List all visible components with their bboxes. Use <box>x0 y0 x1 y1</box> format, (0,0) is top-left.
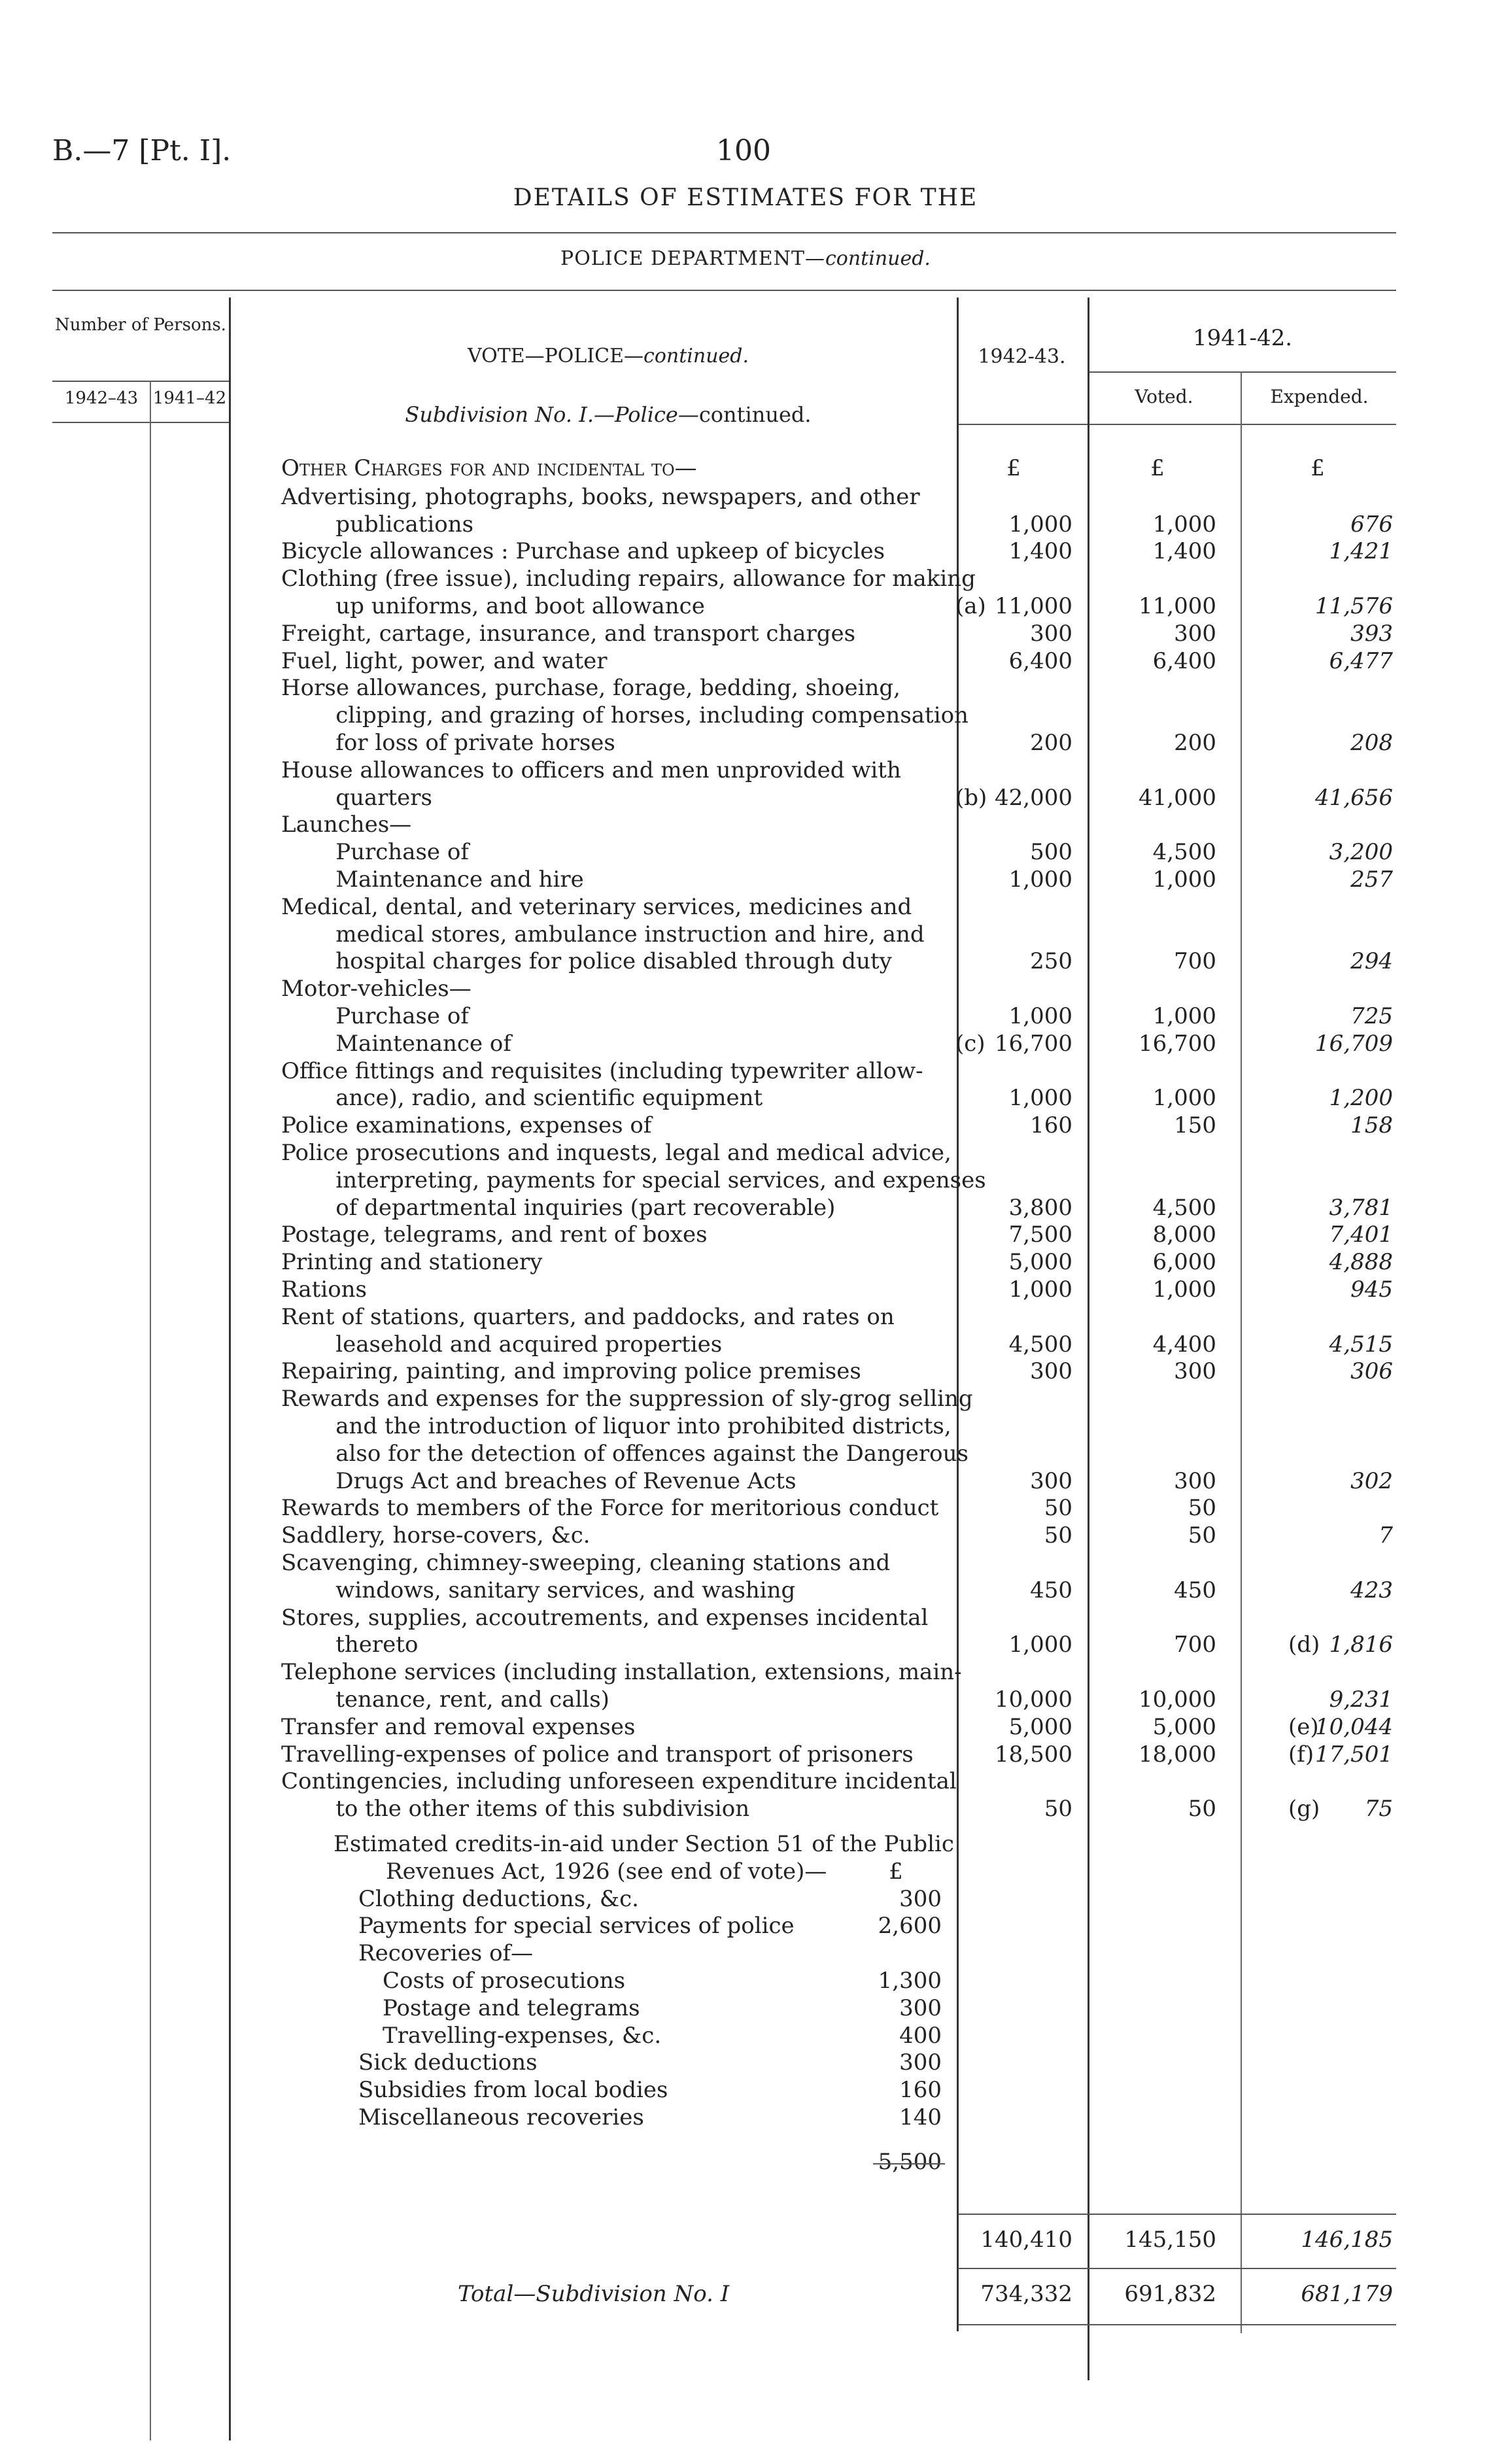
table-row <box>0 1276 1491 1303</box>
table-row <box>0 1741 1491 1768</box>
credit-label: Subsidies from local bodies <box>358 2077 668 2104</box>
amount-voted: 4,500 <box>1152 839 1216 866</box>
table-row <box>0 1112 1491 1139</box>
amount-voted: 50 <box>1188 1522 1216 1549</box>
amount-1942-43: 5,000 <box>1008 1249 1072 1276</box>
item-description: Horse allowances, purchase, forage, bedding, shoeing, <box>281 675 900 702</box>
amount-1942-43: 300 <box>1030 1467 1072 1494</box>
table-row <box>0 620 1491 647</box>
credits-heading: Revenues Act, 1926 (see end of vote)— <box>386 1858 827 1885</box>
amount-1942-43: 10,000 <box>995 1686 1072 1713</box>
item-description: Stores, supplies, accoutrements, and expenses incidental <box>281 1604 929 1631</box>
currency-symbol: £ <box>889 1858 903 1885</box>
subdivision-text: Subdivision No. I.—Police— <box>405 402 699 427</box>
year-1941-42-header: 1941-42. <box>1192 325 1293 351</box>
currency-symbol: £ <box>1311 455 1325 481</box>
vote-title-text: VOTE—POLICE— <box>467 345 644 368</box>
amount-voted: 700 <box>1174 1632 1216 1658</box>
amount-voted: 11,000 <box>1139 593 1216 619</box>
page-heading: DETAILS OF ESTIMATES FOR THE <box>513 184 978 211</box>
item-description: Drugs Act and breaches of Revenue Acts <box>307 1467 797 1494</box>
rule <box>52 232 1396 233</box>
item-description: Rations <box>281 1276 368 1303</box>
amount-1942-43: 1,000 <box>1008 1632 1072 1658</box>
item-description: tenance, rent, and calls) <box>307 1686 609 1713</box>
item-description: Office fittings and requisites (including typewriter allow- <box>281 1057 923 1084</box>
item-description: medical stores, ambulance instruction and hire, and <box>307 921 925 948</box>
total-voted: 691,832 <box>1124 2281 1216 2307</box>
amount-expended: 6,477 <box>1329 647 1393 674</box>
amount-1942-43: 300 <box>1030 1358 1072 1385</box>
amount-expended: 4,888 <box>1329 1249 1393 1276</box>
table-row <box>0 1658 1491 1686</box>
amount-1942-43: 1,000 <box>1008 866 1072 893</box>
footnote-marker: (d) <box>1288 1632 1320 1658</box>
amount-expended: 11,576 <box>1315 593 1393 619</box>
amount-1942-43: 50 <box>1044 1796 1072 1822</box>
subdivision-title <box>262 402 955 427</box>
table-row <box>0 838 1491 866</box>
amount-voted: 6,000 <box>1152 1249 1216 1276</box>
rule <box>958 424 1396 425</box>
amount-voted: 300 <box>1174 620 1216 647</box>
credit-amount: 300 <box>899 2049 942 2076</box>
footnote-marker: (c) <box>955 1030 985 1057</box>
amount-1942-43: 250 <box>1030 948 1072 975</box>
amount-voted: 700 <box>1174 948 1216 975</box>
table-row <box>0 2226 1491 2253</box>
amount-voted: 18,000 <box>1139 1741 1216 1768</box>
item-description: publications <box>307 511 474 538</box>
item-description: to the other items of this subdivision <box>307 1796 750 1822</box>
total-expended: 681,179 <box>1301 2281 1393 2307</box>
table-row <box>0 538 1491 565</box>
credit-amount: 300 <box>899 1994 942 2021</box>
table-row <box>0 1522 1491 1549</box>
amount-voted: 5,000 <box>1152 1713 1216 1740</box>
table-row <box>0 1139 1491 1167</box>
table-row <box>0 1768 1491 1795</box>
department-name: POLICE DEPARTMENT— <box>560 247 825 270</box>
item-description: Scavenging, chimney-sweeping, cleaning stations and <box>281 1550 891 1576</box>
table-row <box>0 1994 1491 2022</box>
credit-amount: 1,300 <box>878 1968 942 1994</box>
number-of-persons-header: Number of Persons. <box>55 315 226 335</box>
amount-1942-43: 1,400 <box>1008 538 1072 565</box>
amount-voted: 150 <box>1174 1112 1216 1139</box>
item-description: Telephone services (including installation, extensions, main- <box>281 1659 962 1686</box>
amount-expended: 4,515 <box>1329 1331 1393 1358</box>
table-row <box>0 2049 1491 2076</box>
table-row <box>0 1358 1491 1385</box>
expended-header: Expended. <box>1270 386 1369 407</box>
item-description: Fuel, light, power, and water <box>281 647 608 674</box>
table-row <box>0 1577 1491 1604</box>
table-row <box>0 1248 1491 1276</box>
amount-voted: 450 <box>1174 1577 1216 1603</box>
table-row <box>0 948 1491 975</box>
amount-voted: 300 <box>1174 1358 1216 1385</box>
amount-expended: 725 <box>1350 1003 1393 1029</box>
amount-1942-43: 5,000 <box>1008 1713 1072 1740</box>
currency-symbol: £ <box>1006 455 1021 481</box>
amount-voted: 1,400 <box>1152 538 1216 565</box>
amount-expended: 10,044 <box>1315 1713 1393 1740</box>
credit-label: Sick deductions <box>358 2049 538 2076</box>
amount-1942-43: 500 <box>1030 839 1072 866</box>
item-description: House allowances to officers and men unprovided with <box>281 757 901 783</box>
table-row <box>0 1912 1491 1940</box>
credit-label: Payments for special services of police <box>358 1913 795 1940</box>
item-description: quarters <box>307 784 432 811</box>
rule <box>52 381 229 382</box>
item-description: also for the detection of offences against the Dangerous <box>307 1440 968 1467</box>
amount-1942-43: 300 <box>1030 620 1072 647</box>
amount-1942-43: 42,000 <box>995 784 1072 811</box>
amount-expended: 945 <box>1350 1276 1393 1303</box>
credit-label: Recoveries of— <box>358 1940 534 1967</box>
subtotal-expended: 146,185 <box>1301 2227 1393 2253</box>
subtotal-1942-43: 140,410 <box>980 2227 1072 2253</box>
total-1942-43: 734,332 <box>980 2281 1072 2307</box>
credit-amount: 2,600 <box>878 1913 942 1940</box>
amount-expended: 257 <box>1350 866 1393 893</box>
item-description: windows, sanitary services, and washing <box>307 1577 796 1603</box>
table-row <box>0 975 1491 1002</box>
amount-1942-43: 11,000 <box>995 593 1072 619</box>
amount-voted: 4,400 <box>1152 1331 1216 1358</box>
amount-voted: 10,000 <box>1139 1686 1216 1713</box>
amount-expended: 294 <box>1350 948 1393 975</box>
item-description: Bicycle allowances : Purchase and upkeep of bicycles <box>281 538 885 565</box>
amount-voted: 1,000 <box>1152 1085 1216 1112</box>
amount-expended: 302 <box>1350 1467 1393 1494</box>
amount-expended: 208 <box>1350 730 1393 756</box>
table-row <box>0 1084 1491 1112</box>
table-row <box>0 2280 1491 2308</box>
item-description: for loss of private horses <box>307 730 615 756</box>
table-row <box>0 1795 1491 1822</box>
amount-1942-43: 450 <box>1030 1577 1072 1603</box>
credits-total: 5,500 <box>878 2148 942 2175</box>
table-row <box>0 1967 1491 1994</box>
table-row <box>0 866 1491 893</box>
footnote-marker: (b) <box>955 784 987 811</box>
department-suffix: continued. <box>825 247 931 270</box>
item-description: leasehold and acquired properties <box>307 1331 723 1358</box>
table-row <box>0 921 1491 948</box>
footnote-marker: (g) <box>1288 1796 1320 1822</box>
credit-label: Clothing deductions, &c. <box>358 1885 639 1912</box>
table-row <box>0 647 1491 675</box>
amount-voted: 1,000 <box>1152 1003 1216 1029</box>
table-row <box>0 893 1491 921</box>
amount-voted: 8,000 <box>1152 1222 1216 1248</box>
item-description: Launches— <box>281 812 412 838</box>
rule <box>873 2163 945 2165</box>
item-description: Medical, dental, and veterinary services, medicines and <box>281 893 912 920</box>
table-row <box>0 1940 1491 1967</box>
item-description: Transfer and removal expenses <box>281 1713 636 1740</box>
amount-voted: 4,500 <box>1152 1194 1216 1221</box>
estimate-1942-43-header: 1942-43. <box>978 345 1066 368</box>
table-row <box>0 1494 1491 1522</box>
amount-1942-43: 1,000 <box>1008 1003 1072 1029</box>
footnote-marker: (e) <box>1288 1713 1319 1740</box>
table-row <box>0 2148 1491 2176</box>
table-row <box>0 2022 1491 2049</box>
item-description: ance), radio, and scientific equipment <box>307 1085 763 1112</box>
table-row <box>0 1549 1491 1577</box>
amount-expended: 9,231 <box>1329 1686 1393 1713</box>
amount-1942-43: 160 <box>1030 1112 1072 1139</box>
table-row <box>0 1057 1491 1085</box>
amount-expended: 1,200 <box>1329 1085 1393 1112</box>
table-row <box>0 1858 1491 1885</box>
table-row <box>0 757 1491 784</box>
table-row <box>0 454 1491 482</box>
table-row <box>0 1385 1491 1412</box>
table-row <box>0 1830 1491 1858</box>
credit-amount: 140 <box>899 2104 942 2130</box>
table-row <box>0 1604 1491 1632</box>
amount-voted: 6,400 <box>1152 647 1216 674</box>
amount-1942-43: 1,000 <box>1008 1276 1072 1303</box>
amount-voted: 16,700 <box>1139 1030 1216 1057</box>
rule <box>958 2324 1396 2325</box>
item-description: Maintenance of <box>307 1030 511 1057</box>
item-description: Motor-vehicles— <box>281 976 471 1002</box>
credit-label: Miscellaneous recoveries <box>358 2104 644 2130</box>
table-row <box>0 1002 1491 1030</box>
amount-expended: 75 <box>1364 1796 1393 1822</box>
amount-1942-43: 50 <box>1044 1495 1072 1522</box>
page-number: 100 <box>716 134 771 167</box>
item-description: Saddlery, horse-covers, &c. <box>281 1522 591 1549</box>
item-description: Travelling-expenses of police and transport of prisoners <box>281 1741 914 1768</box>
item-description: Rent of stations, quarters, and paddocks, and rates on <box>281 1303 895 1330</box>
amount-1942-43: 18,500 <box>995 1741 1072 1768</box>
amount-expended: 423 <box>1350 1577 1393 1603</box>
persons-1942-43-header: 1942–43 <box>64 388 139 408</box>
amount-expended: 16,709 <box>1315 1030 1393 1057</box>
amount-expended: 393 <box>1350 620 1393 647</box>
item-description: Rewards and expenses for the suppression of sly-grog selling <box>281 1386 973 1412</box>
item-description: up uniforms, and boot allowance <box>307 593 705 619</box>
item-description: Maintenance and hire <box>307 866 584 893</box>
table-row <box>0 2076 1491 2104</box>
amount-voted: 1,000 <box>1152 1276 1216 1303</box>
department-heading <box>0 247 1491 270</box>
item-description: Police prosecutions and inquests, legal and medical advice, <box>281 1140 951 1166</box>
item-description: Purchase of <box>307 839 469 866</box>
table-row <box>0 511 1491 538</box>
subdivision-suffix: continued. <box>698 402 812 427</box>
amount-1942-43: 3,800 <box>1008 1194 1072 1221</box>
item-description: of departmental inquiries (part recoverable) <box>307 1194 836 1221</box>
item-description: Repairing, painting, and improving police premises <box>281 1358 861 1385</box>
credit-amount: 400 <box>899 2022 942 2049</box>
amount-voted: 41,000 <box>1139 784 1216 811</box>
footnote-marker: (f) <box>1288 1741 1314 1768</box>
document-reference: B.—7 [Pt. I]. <box>52 134 231 167</box>
item-description: thereto <box>307 1632 419 1658</box>
amount-expended: 7 <box>1379 1522 1393 1549</box>
table-row <box>0 1713 1491 1741</box>
persons-1941-42-header: 1941–42 <box>152 388 227 408</box>
currency-symbol: £ <box>1150 455 1165 481</box>
table-row <box>0 1221 1491 1248</box>
amount-expended: 41,656 <box>1315 784 1393 811</box>
credit-amount: 300 <box>899 1885 942 1912</box>
item-description: Police examinations, expenses of <box>281 1112 652 1139</box>
voted-header: Voted. <box>1135 386 1193 407</box>
amount-expended: 17,501 <box>1315 1741 1393 1768</box>
amount-1942-43: 16,700 <box>995 1030 1072 1057</box>
table-row <box>0 1631 1491 1658</box>
amount-expended: 3,781 <box>1329 1194 1393 1221</box>
rule <box>958 2268 1396 2269</box>
amount-voted: 200 <box>1174 730 1216 756</box>
amount-1942-43: 7,500 <box>1008 1222 1072 1248</box>
amount-expended: 3,200 <box>1329 839 1393 866</box>
item-description: Printing and stationery <box>281 1249 543 1276</box>
amount-expended: 1,816 <box>1329 1632 1393 1658</box>
item-description: Clothing (free issue), including repairs, allowance for making <box>281 566 976 592</box>
item-description: Postage, telegrams, and rent of boxes <box>281 1222 708 1248</box>
table-row <box>0 702 1491 729</box>
credit-label: Costs of prosecutions <box>383 1968 626 1994</box>
footnote-marker: (a) <box>955 593 986 619</box>
credits-heading: Estimated credits-in-aid under Section 51 of the Public <box>334 1831 954 1857</box>
amount-voted: 50 <box>1188 1796 1216 1822</box>
amount-1942-43: 50 <box>1044 1522 1072 1549</box>
amount-1942-43: 4,500 <box>1008 1331 1072 1358</box>
amount-1942-43: 1,000 <box>1008 511 1072 538</box>
amount-voted: 1,000 <box>1152 866 1216 893</box>
amount-voted: 50 <box>1188 1495 1216 1522</box>
credit-label: Travelling-expenses, &c. <box>383 2022 662 2049</box>
vote-title-suffix: continued. <box>643 345 749 368</box>
total-label: Total—Subdivision No. I <box>458 2281 730 2307</box>
item-description: and the introduction of liquor into prohibited districts, <box>307 1413 951 1439</box>
table-row <box>0 1030 1491 1057</box>
amount-1942-43: 200 <box>1030 730 1072 756</box>
item-description: Purchase of <box>307 1003 469 1029</box>
item-description: hospital charges for police disabled through duty <box>307 948 892 975</box>
amount-expended: 306 <box>1350 1358 1393 1385</box>
table-row <box>0 729 1491 757</box>
subtotal-voted: 145,150 <box>1124 2227 1216 2253</box>
table-row <box>0 565 1491 592</box>
table-row <box>0 592 1491 620</box>
table-row <box>0 1412 1491 1440</box>
table-row <box>0 1686 1491 1713</box>
credit-label: Postage and telegrams <box>383 1994 640 2021</box>
table-row <box>0 1167 1491 1194</box>
amount-expended: 158 <box>1350 1112 1393 1139</box>
amount-expended: 1,421 <box>1329 538 1393 565</box>
item-description: Freight, cartage, insurance, and transport charges <box>281 620 856 647</box>
item-description: Contingencies, including unforeseen expenditure incidental <box>281 1768 957 1795</box>
amount-voted: 300 <box>1174 1467 1216 1494</box>
table-row <box>0 1331 1491 1358</box>
section-title: Other Charges for and incidental to— <box>281 455 697 481</box>
table-row <box>0 1440 1491 1467</box>
amount-expended: 676 <box>1350 511 1393 538</box>
amount-1942-43: 6,400 <box>1008 647 1072 674</box>
table-row <box>0 483 1491 511</box>
credit-amount: 160 <box>899 2077 942 2104</box>
item-description: interpreting, payments for special services, and expenses <box>307 1167 986 1193</box>
table-row <box>0 674 1491 702</box>
rule <box>1089 371 1396 373</box>
amount-1942-43: 1,000 <box>1008 1085 1072 1112</box>
rule <box>958 2214 1396 2215</box>
item-description: Rewards to members of the Force for meritorious conduct <box>281 1495 939 1522</box>
table-row <box>0 1467 1491 1495</box>
table-row <box>0 1885 1491 1913</box>
item-description: Advertising, photographs, books, newspapers, and other <box>281 483 920 510</box>
table-row <box>0 2104 1491 2131</box>
rule <box>52 422 229 423</box>
rule <box>52 290 1396 291</box>
amount-voted: 1,000 <box>1152 511 1216 538</box>
table-row <box>0 1303 1491 1331</box>
amount-expended: 7,401 <box>1329 1222 1393 1248</box>
table-row <box>0 784 1491 812</box>
table-row <box>0 811 1491 838</box>
vote-title <box>262 345 955 368</box>
table-row <box>0 1194 1491 1222</box>
item-description: clipping, and grazing of horses, including compensation <box>307 702 968 729</box>
